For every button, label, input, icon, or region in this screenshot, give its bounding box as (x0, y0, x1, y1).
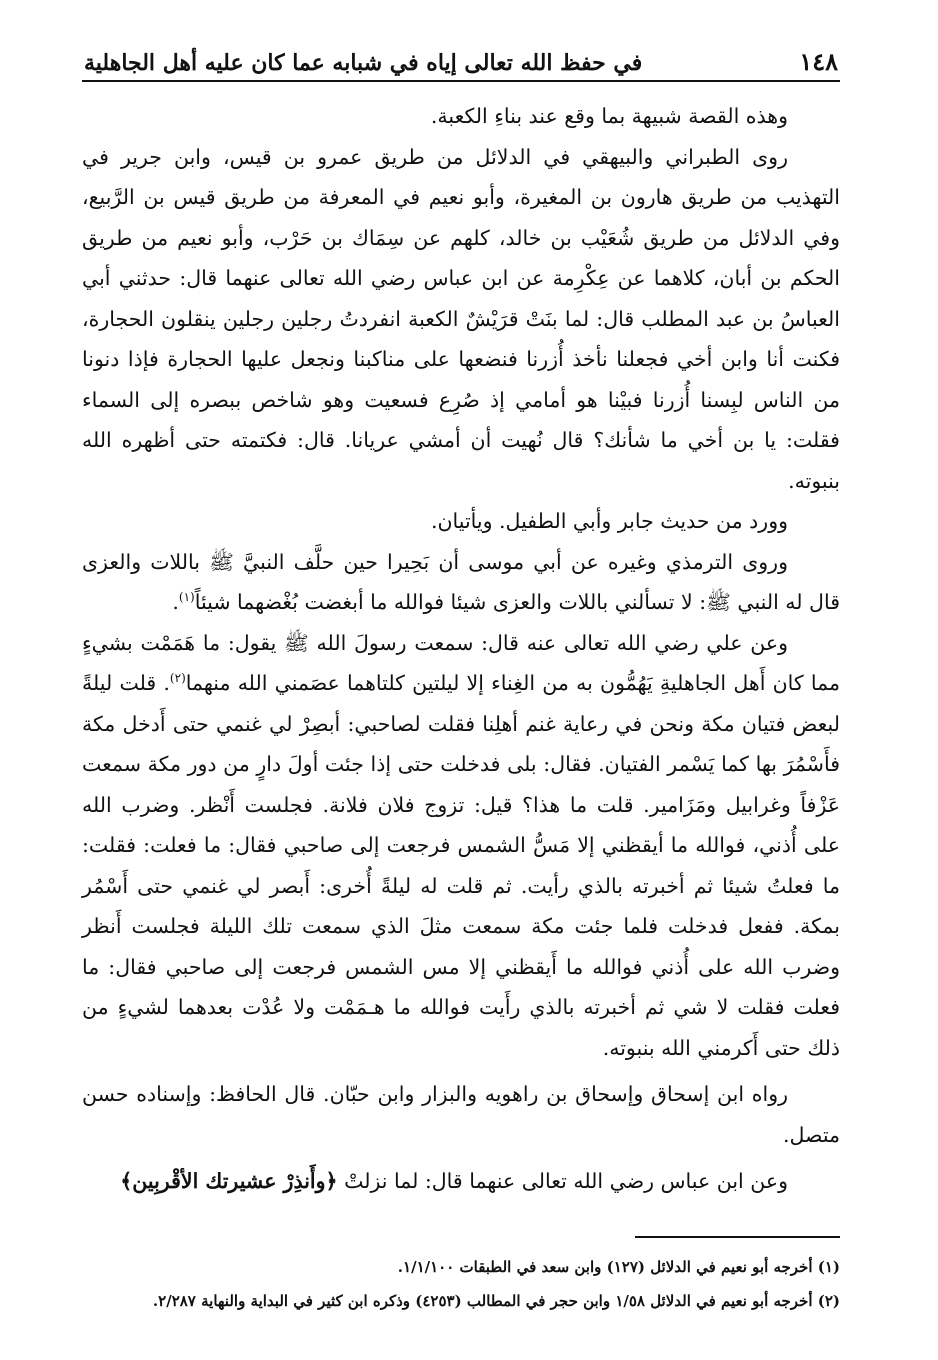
footnote-1: (١) أخرجه أبو نعيم في الدلائل (١٢٧) وابن سعد في الطبقات ١/١/١٠٠. (397, 1257, 840, 1276)
paragraph-2: روى الطبراني والبيهقي في الدلائل من طريق عمرو بن قيس، وابن جرير في التهذيب من طريق هارون بن المغيرة، وأبو نعيم في المعرفة من طريق قيس بن الرَّبيع، وفي الدلائل من طريق شُعَيْب بن خالد، كلهم عن سِمَاك بن حَرْب، وأبو نعيم من طريق الحكم بن أبان، كلاهما عن عِكْرِمة عن ابن عباس رضي الله تعالى عنهما قال: حدثني أبي العباسُ بن عبد المطلب قال: لما بنَتْ قرَيْشٌ الكعبة انفردتُ رجلين رجلين ينقلون الحجارة، فكنت أنا وابن أخي فجعلنا نأخذ أُزرنا فنضعها على مناكبنا ونجعل عليها الحجارة فإذا دنونا من الناس لبِسنا أُزرنا فبيْنا هو أمامي إذ صُرِع فسعيت وهو شاخص ببصره إلى السماء فقلت: يا بن أخي ما شأنك؟ قال نُهيت أن أمشي عريانا. قال: فكتمته حتى أظهره الله بنبوته. (82, 144, 840, 493)
footnotes (82, 1250, 840, 1318)
paragraph-3: وورد من حديث جابر وأبي الطفيل. ويأتيان. (430, 509, 788, 533)
paragraph-7 (82, 1161, 840, 1202)
paragraph-1: وهذه القصة شبيهة بما وقع عند بناءِ الكعبة. (430, 104, 788, 128)
footnote-marker-2: (٢) (169, 671, 186, 686)
paragraph-6: رواه ابن إسحاق وإسحاق بن راهويه والبزار وابن حبّان. قال الحافظ: وإسناده حسن متصل. (82, 1082, 840, 1147)
paragraph-5-cont: قلت ليلةً لبعض فتيان مكة ونحن في رعاية غنم أهلِنا فقلت لصاحبي: أبصِرْ لي غنمي حتى أَدخل مكة فأَسْمُرَ بها كما يَسْمر الفتيان. فقال: بلى فدخلت حتى إذا جئت أولَ دارٍ من دور مكة سمعت عَزْفاً وغرابيل ومَزَامير. قلت ما هذا؟ قيل: تزوج فلان فلانة. فجلست أَنْظر. وضرب الله على أُذني، فوالله ما أيقظني إلا مَسُّ الشمس فرجعت إلى صاحبي فقال: ما فعلت: فقلت: ما فعلتُ شيئا ثم أخبرته بالذي رأيت. ثم قلت له ليلةً أُخرى: أَبصر لي غنمي حتى أَسْمُر بمكة. ففعل فدخلت فلما جئت مكة سمعت مثلَ الذي سمعت تلك الليلة فجلست أَنظر وضرب الله على أُذني فوالله ما أَيقظني إلا مس الشمس فرجعت إلى صاحبي فقال: ما فعلت فقلت لا شي ثم أخبرته بالذي رأَيت فوالله ما هـمَمْت ولا عُدْت بعدهما لشيءٍ من ذلك حتى أَكرمني الله بنبوته. (82, 671, 840, 1060)
running-title: في حفظ الله تعالى إياه في شبابه عما كان عليه أهل الجاهلية (84, 50, 643, 76)
footnote-divider (635, 1236, 840, 1238)
paragraph-5-text: وعن علي رضي الله تعالى عنه قال: سمعت رسولَ الله ﷺ يقول: ما هَمَمْت بشيءٍ مما كان أَهل الجاهليةِ يَهُمُّون به من الغِناء إلا ليلتين كلتاهما عصَمني الله منهما (82, 630, 840, 695)
quran-verse: ﴿وأَنذِرْ عشيرتك الأقْربِين﴾ (120, 1169, 338, 1193)
main-text (82, 96, 840, 1202)
footnote-2: (٢) أخرجه أبو نعيم في الدلائل ١/٥٨ وابن حجر في المطالب (٤٢٥٣) وذكره ابن كثير في البداية والنهاية ٢/٢٨٧. (152, 1291, 840, 1310)
paragraph-4: وروى الترمذي وغيره عن أبي موسى أن بَحِيرا حين حلَّف النبيَّ ﷺ باللات والعزى قال له النبي ﷺ: لا تسألني باللات والعزى شيئا فوالله ما أبغضت بُغْضهما شيئاً$^{(١)}$. (82, 549, 840, 614)
paragraph-5: وعن علي رضي الله تعالى عنه قال: سمعت رسولَ الله ﷺ يقول: ما هَمَمْت بشيءٍ مما كان أَهل الجاهليةِ يَهُمُّون به من الغِناء إلا ليلتين كلتاهما عصَمني الله منهما$^{(٢)}$. قلت ليلةً لبعض فتيان مكة ونحن في رعاية غنم أهلِنا فقلت لصاحبي: أبصِرْ لي غنمي حتى أَدخل مكة فأَسْمُرَ بها كما يَسْمر الفتيان. فقال: بلى فدخلت حتى إذا جئت أولَ دارٍ من دور مكة سمعت عَزْفاً وغرابيل ومَزَامير. قلت ما هذا؟ قيل: تزوج فلان فلانة. فجلست أَنْظر. وضرب الله على أُذني، فوالله ما أيقظني إلا مَسُّ الشمس فرجعت إلى صاحبي فقال: ما فعلت: فقلت: ما فعلتُ شيئا ثم أخبرته بالذي رأيت. ثم قلت له ليلةً أُخرى: أَبصر لي غنمي حتى أَسْمُر بمكة. ففعل فدخلت فلما جئت مكة سمعت مثلَ الذي سمعت تلك الليلة فجلست أَنظر وضرب الله على أُذني فوالله ما أَيقظني إلا مس الشمس فرجعت إلى صاحبي فقال: ما فعلت فقلت لا شي ثم أخبرته بالذي رأَيت فوالله ما هـمَمْت ولا عُدْت بعدهما لشيءٍ من ذلك حتى أَكرمني الله بنبوته. (82, 630, 840, 1060)
footnote-marker-1: (١) (178, 590, 195, 605)
paragraph-7-text: وعن ابن عباس رضي الله تعالى عنهما قال: لما نزلتْ (344, 1169, 788, 1193)
paragraph-4-text: وروى الترمذي وغيره عن أبي موسى أن بَحِيرا حين حلَّف النبيَّ ﷺ باللات والعزى قال له النبي ﷺ: لا تسألني باللات والعزى شيئا فوالله ما أبغضت بُغْضهما شيئاً (82, 549, 840, 614)
running-header (82, 40, 840, 82)
document-page (82, 40, 840, 1330)
page-number: ١٤٨ (799, 47, 838, 76)
